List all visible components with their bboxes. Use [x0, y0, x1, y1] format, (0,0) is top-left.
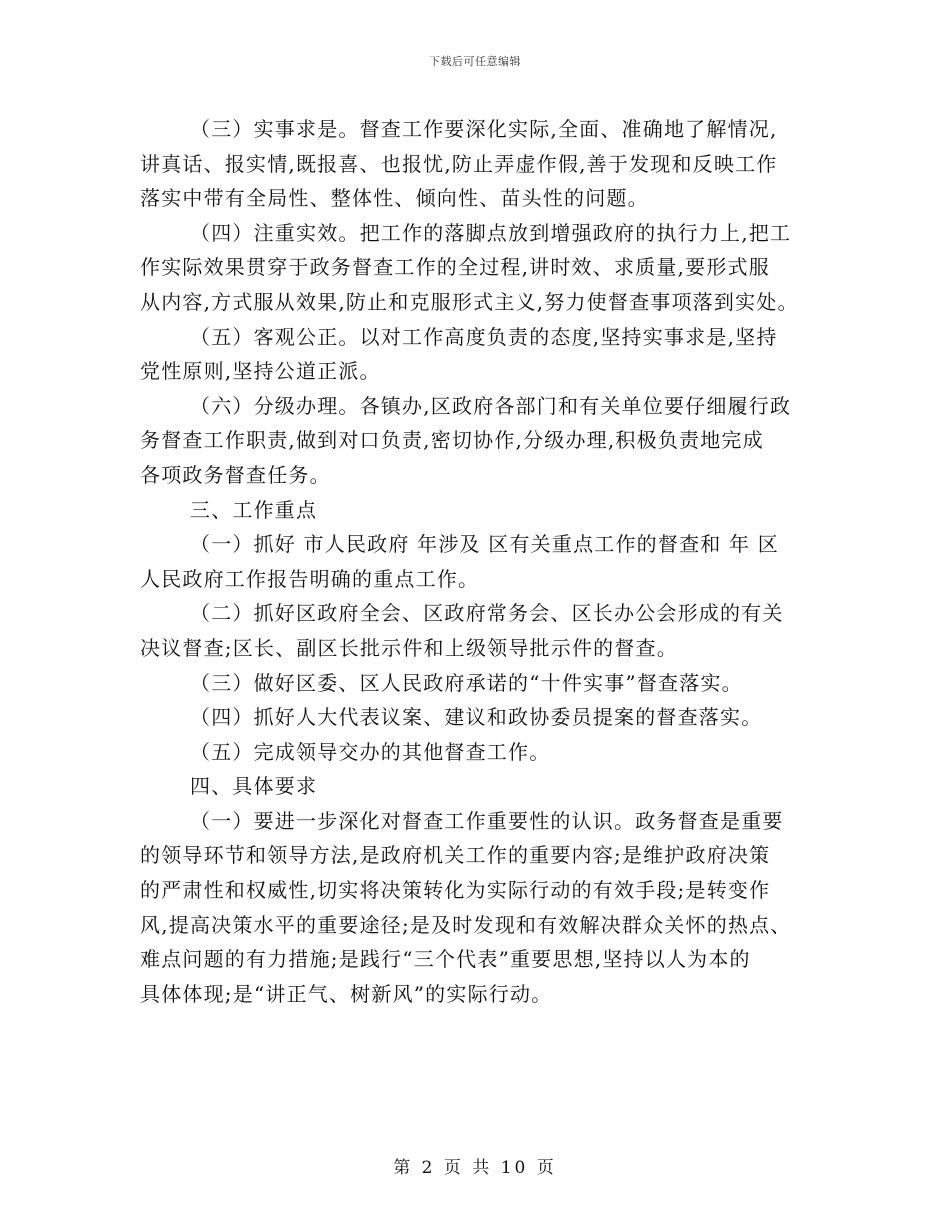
text-line: （一）要进一步深化对督查工作重要性的认识。政务督查是重要	[190, 808, 784, 833]
text-line: （四）抓好人大代表议案、建议和政协委员提案的督查落实。	[190, 705, 763, 730]
text-line: 决议督查;区长、副区长批示件和上级领导批示件的督查。	[140, 635, 678, 660]
text-line: 的严肃性和权威性,切实将决策转化为实际行动的有效手段;是转变作	[140, 878, 771, 903]
paragraph-6-tiered-handling	[140, 389, 820, 493]
text-line: （三）做好区委、区人民政府承诺的“十件实事”督查落实。	[190, 670, 743, 695]
text-line: 务督查工作职责,做到对口负责,密切协作,分级办理,积极负责地完成	[140, 428, 764, 453]
paragraph-5-objectivity	[140, 320, 820, 389]
text-line: （六）分级办理。各镇办,区政府各部门和有关单位要仔细履行政	[190, 393, 792, 418]
text-line: （五）完成领导交办的其他督查工作。	[190, 739, 551, 764]
section-heading: 四、具体要求	[190, 774, 318, 799]
text-line: 从内容,方式服从效果,防止和克服形式主义,努力使督查事项落到实处。	[140, 289, 799, 314]
text-line: 落实中带有全局性、整体性、倾向性、苗头性的问题。	[140, 186, 649, 211]
page-number-footer: 第 2 页 共 10 页	[393, 1158, 557, 1178]
focus-item-4	[140, 700, 820, 735]
text-line: （四）注重实效。把工作的落脚点放到增强政府的执行力上,把工	[190, 220, 792, 245]
focus-item-2	[140, 596, 820, 665]
focus-item-1	[140, 527, 820, 596]
section-heading-work-focus	[140, 493, 820, 528]
focus-item-5	[140, 735, 820, 770]
text-line: 的领导环节和领导方法,是政府机关工作的重要内容;是维护政府决策	[140, 843, 771, 868]
text-line: 作实际效果贯穿于政务督查工作的全过程,讲时效、求质量,要形式服	[140, 255, 770, 280]
text-line: 各项政务督查任务。	[140, 462, 331, 487]
text-line: 风,提高决策水平的重要途径;是及时发现和有效解决群众关怀的热点、	[140, 912, 792, 937]
focus-item-3	[140, 666, 820, 701]
page-header: 下载后可任意编辑	[429, 55, 521, 68]
text-line: 难点问题的有力措施;是践行“三个代表”重要思想,坚持以人为本的	[140, 947, 751, 972]
text-line: 党性原则,坚持公道正派。	[140, 359, 381, 384]
text-line: （二）抓好区政府全会、区政府常务会、区长办公会形成的有关	[190, 601, 784, 626]
text-line: 人民政府工作报告明确的重点工作。	[140, 566, 480, 591]
text-line: （一）抓好 市人民政府 年涉及 区有关重点工作的督查和 年 区	[190, 532, 779, 557]
text-line: 具体体现;是“讲正气、树新风”的实际行动。	[140, 981, 553, 1006]
paragraph-3-practical	[140, 112, 820, 216]
paragraph-4-effectiveness	[140, 216, 820, 320]
document-body	[140, 112, 820, 1011]
text-line: （三）实事求是。督查工作要深化实际,全面、准确地了解情况,	[190, 117, 778, 141]
section-heading-requirements	[140, 769, 820, 804]
text-line: 讲真话、报实情,既报喜、也报忧,防止弄虚作假,善于发现和反映工作	[140, 151, 778, 176]
requirement-item-1	[140, 804, 820, 1012]
text-line: （五）客观公正。以对工作高度负责的态度,坚持实事求是,坚持	[190, 324, 778, 349]
section-heading: 三、工作重点	[190, 497, 318, 522]
